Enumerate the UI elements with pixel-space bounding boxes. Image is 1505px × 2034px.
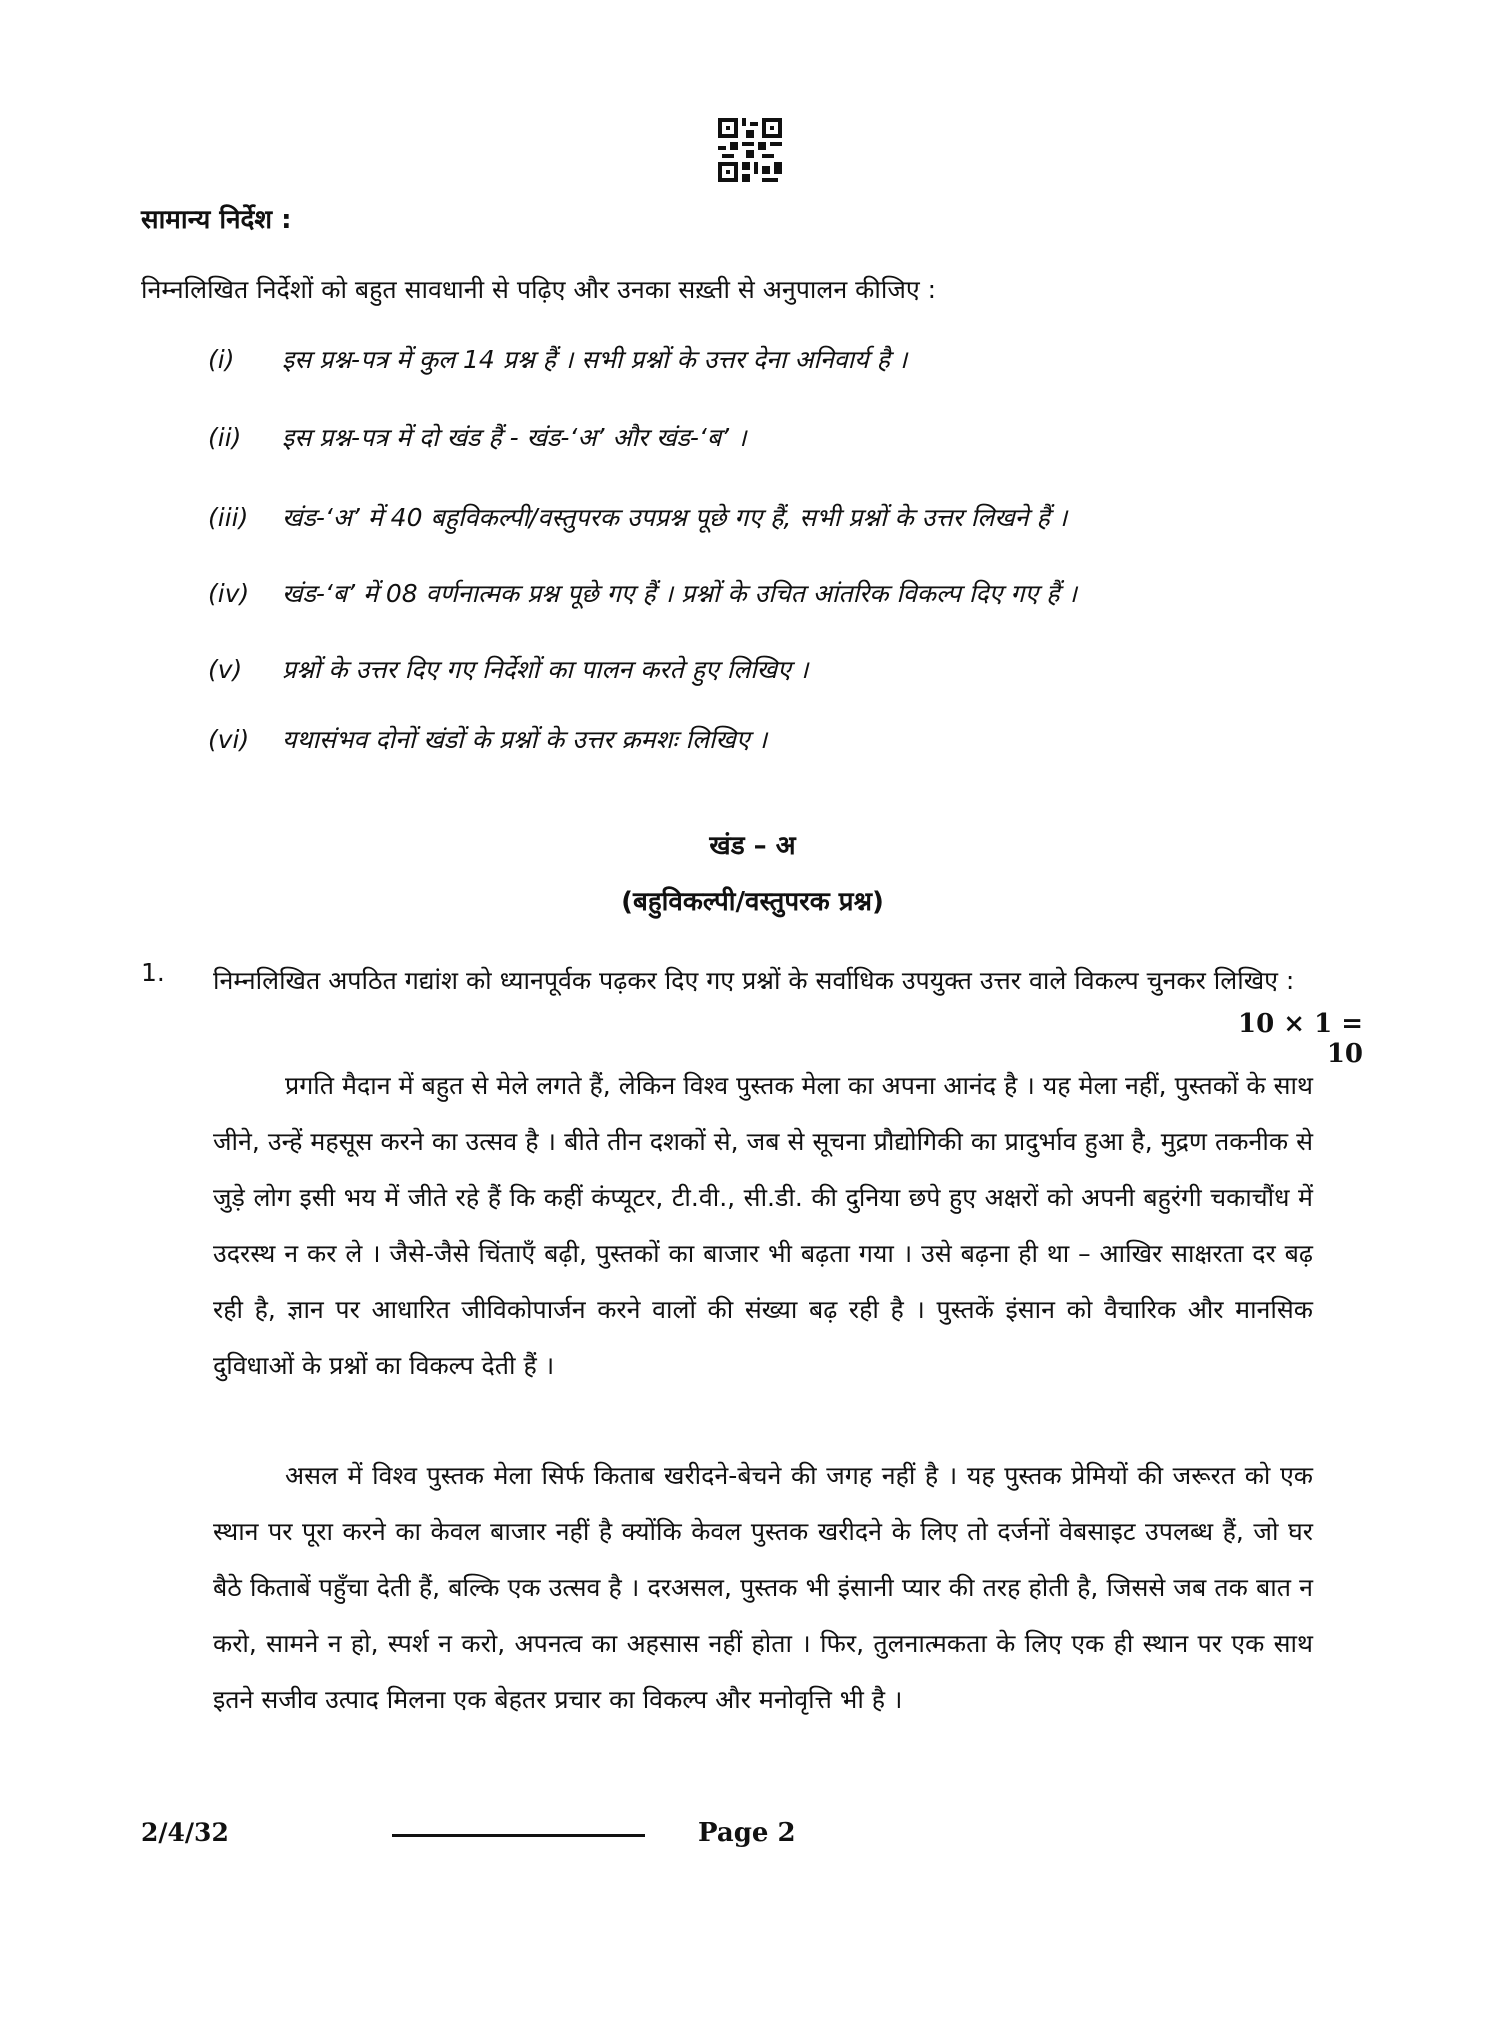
page-number: Page 2 xyxy=(698,1818,796,1848)
instruction-number: (i) xyxy=(208,345,235,374)
passage-paragraph: असल में विश्व पुस्तक मेला सिर्फ किताब खरीदने-बेचने की जगह नहीं है । यह पुस्तक प्रेमियों की जरूरत को एक स्थान पर पूरा करने का केवल बाजार नहीं है क्योंकि केवल पुस्तक खरीदने के लिए तो दर्जनों वेबसाइट उपलब्ध हैं, जो घर बैठे किताबें पहुँचा देती हैं, बल्कि एक उत्सव है । दरअसल, पुस्तक भी इंसानी प्यार की तरह होती है, जिससे जब तक बात न करो, सामने न हो, स्पर्श न करो, अपनत्व का अहसास नहीं होता । फिर, तुलनात्मकता के लिए एक ही स्थान पर एक साथ इतने सजीव उत्पाद मिलना एक बेहतर प्रचार का विकल्प और मनोवृत्ति भी है । xyxy=(213,1461,1313,1714)
instruction-item xyxy=(208,500,1067,534)
instruction-text: प्रश्नों के उत्तर दिए गए निर्देशों का पालन करते हुए लिखिए । xyxy=(282,655,809,684)
footer-divider xyxy=(392,1834,645,1837)
question-text: निम्नलिखित अपठित गद्यांश को ध्यानपूर्वक पढ़कर दिए गए प्रश्नों के सर्वाधिक उपयुक्त उत्तर वाले विकल्प चुनकर लिखिए : xyxy=(213,966,1295,995)
instruction-text: यथासंभव दोनों खंडों के प्रश्नों के उत्तर क्रमशः लिखिए । xyxy=(282,725,768,754)
instruction-item xyxy=(208,420,747,454)
instruction-text: इस प्रश्न-पत्र में कुल 14 प्रश्न हैं । सभी प्रश्नों के उत्तर देना अनिवार्य है । xyxy=(282,345,908,374)
paper-code: 2/4/32 xyxy=(141,1818,229,1847)
instruction-item xyxy=(208,722,767,756)
instruction-number: (iv) xyxy=(208,579,250,608)
general-instructions-intro: निम्नलिखित निर्देशों को बहुत सावधानी से पढ़िए और उनका सख़्ती से अनुपालन कीजिए : xyxy=(141,275,937,304)
passage-paragraph: प्रगति मैदान में बहुत से मेले लगते हैं, लेकिन विश्व पुस्तक मेला का अपना आनंद है । यह मेला नहीं, पुस्तकों के साथ जीने, उन्हें महसूस करने का उत्सव है । बीते तीन दशकों से, जब से सूचना प्रौद्योगिकी का प्रादुर्भाव हुआ है, मुद्रण तकनीक से जुड़े लोग इसी भय में जीते रहे हैं कि कहीं कंप्यूटर, टी.वी., सी.डी. की दुनिया छपे हुए अक्षरों को अपनी बहुरंगी चकाचौंध में उदरस्थ न कर ले । जैसे-जैसे चिंताएँ बढ़ी, पुस्तकों का बाजार भी बढ़ता गया । उसे बढ़ना ही था – आखिर साक्षरता दर बढ़ रही है, ज्ञान पर आधारित जीविकोपार्जन करने वालों की संख्या बढ़ रही है । पुस्तकें इंसान को वैचारिक और मानसिक दुविधाओं के प्रश्नों का विकल्प देती हैं । xyxy=(213,1071,1313,1380)
instruction-item xyxy=(208,652,808,686)
instruction-text: इस प्रश्न-पत्र में दो खंड हैं - खंड-‘अ’ और खंड-‘ब’ । xyxy=(282,423,747,452)
instruction-number: (ii) xyxy=(208,423,242,452)
instruction-text: खंड-‘अ’ में 40 बहुविकल्पी/वस्तुपरक उपप्रश्न पूछे गए हैं, सभी प्रश्नों के उत्तर लिखने हैं । xyxy=(282,503,1068,532)
question-marks: 10 × 1 = 10 xyxy=(1238,1009,1363,1069)
instruction-number: (iii) xyxy=(208,503,249,532)
instruction-number: (vi) xyxy=(208,725,250,754)
general-instructions-heading: सामान्य निर्देश : xyxy=(141,205,292,235)
instruction-number: (v) xyxy=(208,655,243,684)
section-title: खंड – अ xyxy=(709,831,796,861)
qr-code xyxy=(718,118,782,182)
section-subtitle: (बहुविकल्पी/वस्तुपरक प्रश्न) xyxy=(621,887,884,917)
instruction-item xyxy=(208,342,907,376)
instruction-item xyxy=(208,576,1077,610)
question-number: 1. xyxy=(141,958,165,987)
instruction-text: खंड-‘ब’ में 08 वर्णनात्मक प्रश्न पूछे गए हैं । प्रश्नों के उचित आंतरिक विकल्प दिए गए हैं । xyxy=(282,579,1077,608)
